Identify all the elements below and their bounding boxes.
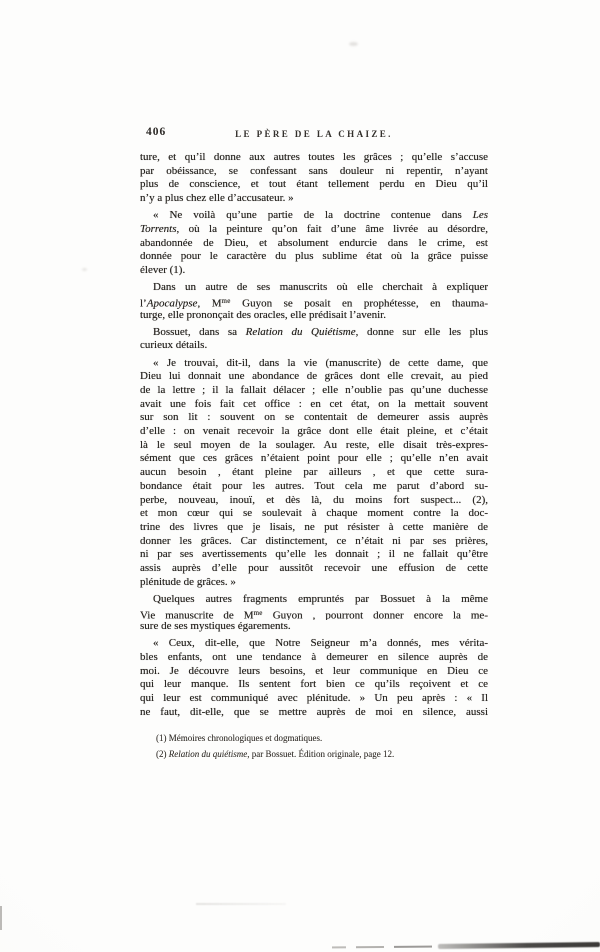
text-segment: bondance était pour les autres. Tout cela me parut d’abord su- [140, 479, 488, 492]
text-segment: Guyon se posait en prophétesse, en thauma- [230, 297, 488, 309]
text-segment: Dieu lui donnait une abondance de grâces dont elle crevait, au pied [140, 370, 488, 383]
text-segment: moi. Je découvre leurs besoins, et leur communique en Dieu ce [140, 664, 488, 677]
text-line [140, 237, 488, 251]
text-line [140, 452, 488, 466]
text-line [140, 370, 488, 384]
text-segment: sément que ces grâces n’étaient point pour elle ; qu’elle n’en avait [140, 452, 488, 465]
scan-streak [332, 946, 432, 949]
text-line [140, 678, 488, 692]
paragraph [140, 357, 488, 590]
paragraph [140, 593, 488, 634]
text-line [140, 151, 488, 165]
text-line [140, 250, 488, 264]
text-segment: Dans un autre de ses manuscrits où elle cherchait à expliquer [153, 281, 488, 294]
text-segment: avait une fois fait cet office : en cet état, on la mettait souvent [140, 397, 488, 410]
text-segment: sure de ses mystiques égarements. [140, 620, 291, 633]
text-line [140, 425, 488, 439]
text-line [140, 620, 488, 634]
text-segment: plénitude de grâces. » [140, 575, 236, 588]
paragraph [140, 209, 488, 277]
text-segment: « Ceux, dit-elle, que Notre Seigneur m’a donnés, mes vérita- [153, 637, 488, 650]
text-line [140, 309, 488, 323]
text-segment: perbe, nouveau, inouï, et dès là, du moins fort suspect... (2), [140, 493, 488, 506]
scan-streak [438, 942, 600, 948]
text-line [140, 384, 488, 398]
text-column [140, 126, 488, 720]
text-line [140, 192, 488, 206]
text-segment: Bossuet, dans sa [153, 325, 246, 338]
text-segment: ne faut, dit-elle, que se mettre auprès de moi en silence, aussi [140, 705, 488, 718]
text-line [140, 209, 488, 223]
running-title: LE PÈRE DE LA CHAIZE. [235, 128, 393, 139]
text-segment: par obéissance, se confessant sans douleur ni repentir, n’ayant [140, 164, 488, 177]
text-segment: d’elle : on venait recevoir la grâce dont elle était pleine, et c’était [140, 425, 488, 438]
text-segment: Les [472, 209, 488, 222]
scan-speck [82, 268, 87, 271]
text-segment: qui leur est communiqué avec plénitude. » Un peu après : « Il [140, 692, 488, 705]
text-segment: qui leur manque. Ils sentent fort bien ce qu’ils reçoivent et ce [140, 678, 488, 691]
text-line [140, 507, 488, 521]
text-segment: et mon cœur qui se soulevait à chaque moment contre la doc- [140, 507, 488, 520]
text-segment: assis auprès d’elle pour aussitôt recevoir une effusion de cette [140, 561, 488, 574]
text-line [140, 731, 492, 747]
text-segment: Vie manuscrite de M [140, 609, 254, 621]
text-segment: n’y a plus chez elle d’accusateur. » [140, 192, 294, 205]
text-line [140, 706, 488, 720]
text-segment: plus de conscience, et tout étant tellement perdu en Dieu qu’il [140, 178, 488, 191]
text-line [140, 607, 488, 621]
text-line [140, 439, 488, 453]
text-segment: curieux détails. [140, 339, 208, 352]
text-segment: Relation du Quiétisme [245, 325, 356, 338]
text-segment: bles enfants, ont une tendance à demeurer en silence auprès de [140, 651, 488, 664]
text-segment: Quelques autres fragments empruntés par Bossuet à la même [153, 592, 488, 605]
text-segment: « Je trouvai, dit-il, dans la vie (manuscrite) de cette dame, que [153, 356, 488, 369]
text-segment: , donne sur elle les plus [355, 325, 488, 338]
text-segment: , par Bossuet. Édition originale, page 12. [247, 748, 395, 759]
page-header [140, 126, 488, 142]
paragraph [140, 326, 488, 353]
text-line [140, 480, 488, 494]
text-segment: (2) [156, 748, 169, 759]
scan-streak [196, 903, 286, 905]
scan-speck [349, 42, 358, 46]
text-segment: « Ne voilà qu’une partie de la doctrine contenue dans [153, 209, 473, 222]
text-segment: (1) Mémoires chronologiques et dogmatiques. [156, 733, 323, 743]
text-line [140, 747, 492, 763]
text-line [140, 295, 488, 309]
scan-edge-mark [0, 906, 2, 930]
text-line [140, 651, 488, 665]
text-segment: me [253, 608, 263, 617]
text-line [140, 326, 488, 340]
text-line [140, 411, 488, 425]
text-line [140, 466, 488, 480]
text-segment: , où la peinture qu’on fait d’une âme livrée au désordre, [176, 222, 488, 235]
text-line [140, 548, 488, 562]
paragraph [140, 637, 488, 719]
text-line [140, 165, 488, 179]
text-line [140, 692, 488, 706]
text-line [140, 494, 488, 508]
text-segment: l’ [140, 297, 147, 309]
text-segment: de la lettre ; il la fallait délacer ; elle n’oublie pas qu’une duchesse [140, 384, 488, 396]
text-line [140, 665, 488, 679]
text-line [140, 223, 488, 237]
text-segment: me [221, 296, 231, 305]
paragraph [140, 151, 488, 206]
text-segment: sur son lit : souvent on se contentait de demeurer assis auprès [140, 411, 488, 424]
text-segment: ture, et qu’il donne aux autres toutes les grâces ; qu’elle s’accuse [140, 151, 488, 163]
text-segment: donner les grâces. Car distinctement, ce n’était ni par ses prières, [140, 534, 488, 547]
text-segment: abandonnée de Dieu, et absolument endurcie dans le crime, est [140, 236, 488, 249]
text-line [140, 562, 488, 576]
text-line [140, 281, 488, 295]
text-line [140, 264, 488, 278]
text-segment: aucun besoin , étant pleine par ailleurs , et que cette sura- [140, 466, 488, 479]
text-segment: Apocalypse [146, 297, 198, 309]
text-line [140, 178, 488, 192]
text-segment: , M [197, 297, 222, 309]
text-segment: élever (1). [140, 264, 186, 276]
text-segment: turge, elle prononçait des oracles, elle prédisait l’avenir. [140, 308, 386, 321]
text-line [140, 576, 488, 590]
text-segment: Torrents [140, 222, 177, 235]
text-line [140, 521, 488, 535]
body-text [140, 151, 488, 720]
text-segment: là le seul moyen de la soulager. Au reste, elle disait très-expres- [140, 438, 488, 451]
text-line [140, 339, 488, 353]
page-number: 406 [146, 126, 167, 138]
text-segment: trine des livres que je lisais, ne put résister à cette manière de [140, 520, 488, 533]
text-line [140, 593, 488, 607]
text-line [140, 535, 488, 549]
text-segment: Relation du quiétisme [168, 748, 248, 759]
text-line [140, 357, 488, 371]
paragraph [140, 281, 488, 322]
text-segment: ni par ses avertissements qu’elle les donnait ; il ne fallait qu’être [140, 548, 488, 561]
text-line [140, 637, 488, 651]
footnotes [140, 731, 492, 762]
text-segment: Guyon , pourront donner encore la me- [262, 609, 488, 621]
text-line [140, 398, 488, 412]
text-segment: donnée pour le caractère du plus sublime état où la grâce puisse [140, 250, 488, 263]
